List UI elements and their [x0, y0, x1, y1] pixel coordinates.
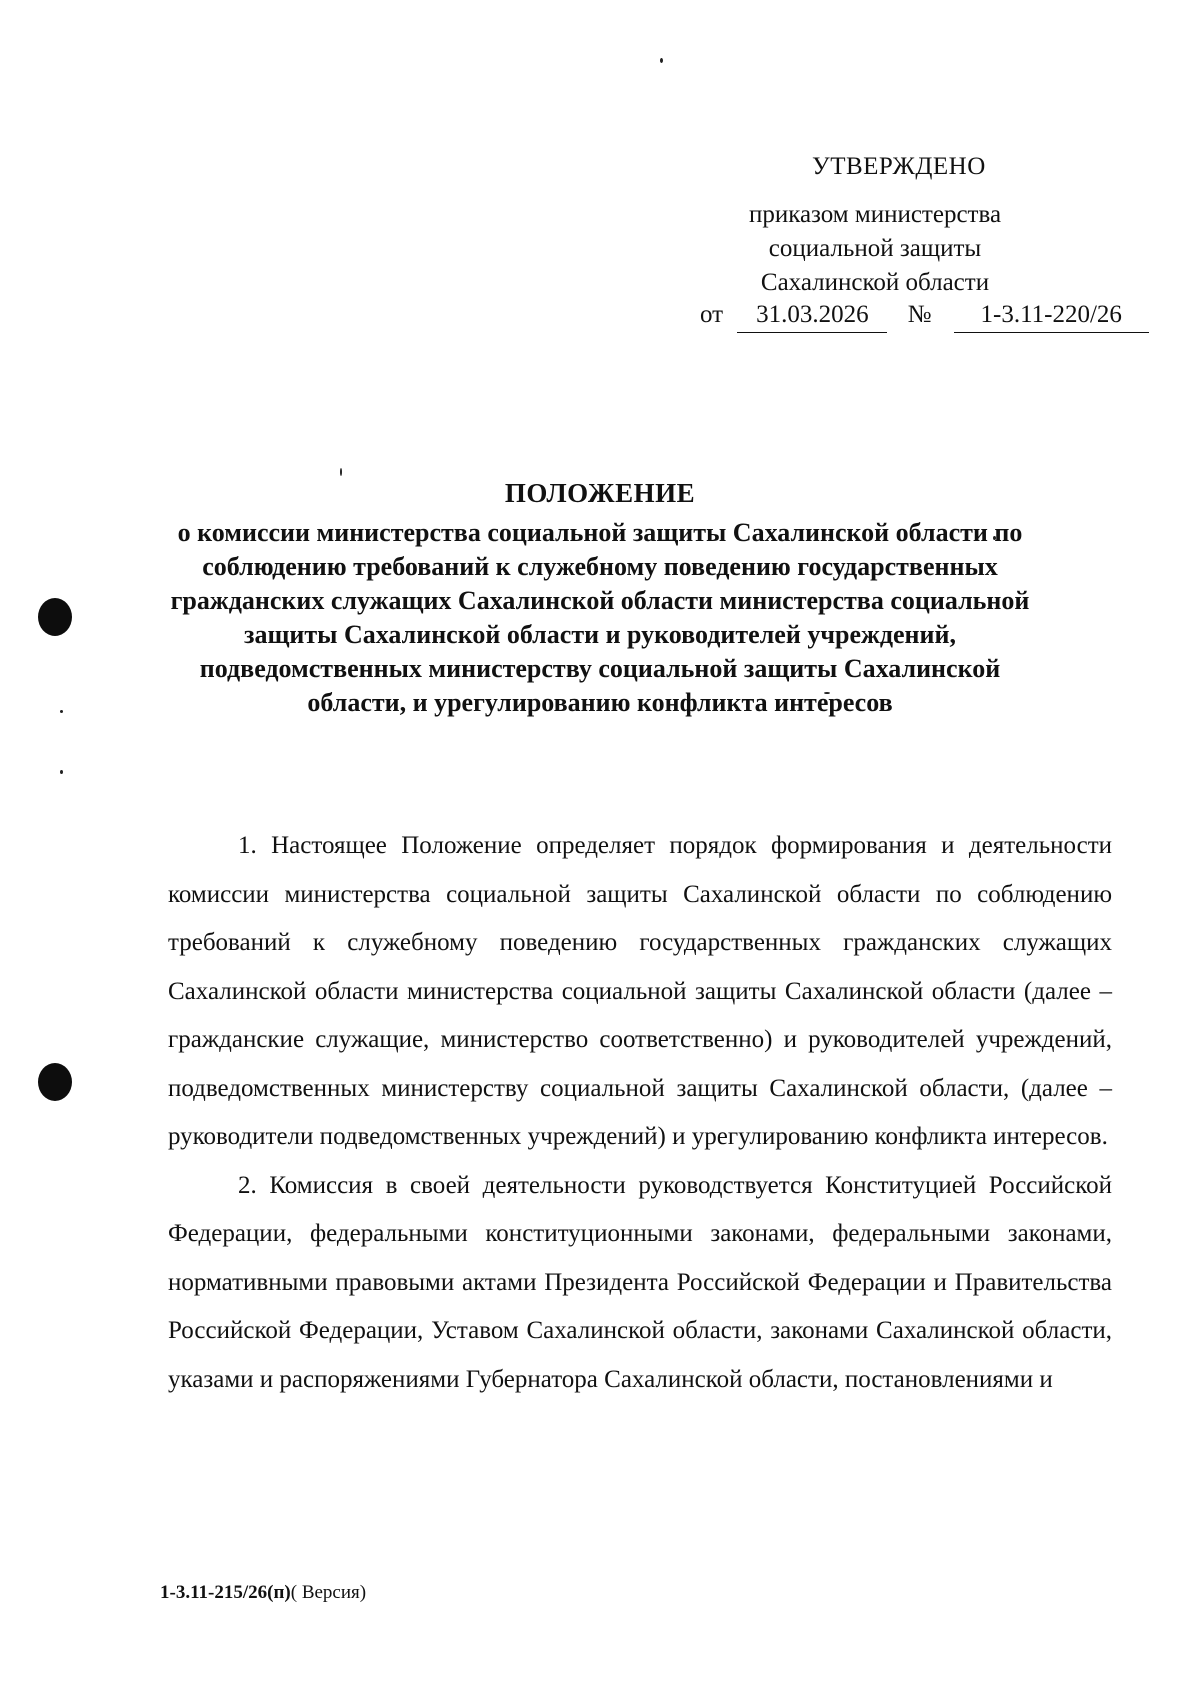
scan-speck	[60, 770, 63, 774]
approval-number: 1-3.11-220/26	[954, 298, 1149, 333]
approval-line: приказом министерства	[748, 201, 1002, 228]
scan-speck	[660, 58, 663, 63]
punch-hole	[38, 1063, 72, 1101]
approval-date: 31.03.2026	[737, 298, 887, 333]
approval-line: социальной защиты	[768, 235, 982, 262]
approval-order-line	[700, 298, 1149, 333]
paragraph: 1. Настоящее Положение определяет порядок формирования и деятельности комиссии министерства социальной защиты Сахалинской области по соблюдению требований к служебному поведению государственных гражданских служащих Сахалинской области министерства социальной защиты Сахалинской области (далее – гражданские служащие, министерство соответственно) и руководителей учреждений, подведомственных министерству социальной защиты Сахалинской области, (далее – руководители подведомственных учреждений) и урегулированию конфликта интересов.	[168, 832, 1112, 1150]
paragraph: 2. Комиссия в своей деятельности руководствуется Конституцией Российской Федерации, федеральными конституционными законами, федеральными законами, нормативными правовыми актами Президента Российской Федерации и Правительства Российской Федерации, Уставом Сахалинской области, законами Сахалинской области, указами и распоряжениями Губернатора Сахалинской области, постановлениями и	[168, 1171, 1112, 1393]
footer-document-code: 1-3.11-215/26(п)	[160, 1582, 291, 1603]
scan-speck	[60, 710, 63, 713]
footer-version: ( Версия)	[290, 1582, 367, 1603]
scan-speck	[340, 468, 342, 476]
punch-hole	[38, 598, 72, 636]
number-sign: №	[907, 301, 932, 328]
date-prefix: от	[700, 301, 724, 328]
approval-line: Сахалинской области	[760, 269, 990, 296]
document-body	[168, 822, 1112, 1404]
document-title: ПОЛОЖЕНИЕ	[504, 478, 696, 508]
document-title-block	[150, 476, 1050, 720]
document-subtitle: о комиссии министерства социальной защиты Сахалинской области по соблюдению требований к служебному поведению государственных гражданских служащих Сахалинской области министерства социальной защиты Сахалинской области и руководителей учреждений, подведомственных министерству социальной защиты Сахалинской области, и урегулированию конфликта интересов	[170, 518, 1030, 717]
approval-title: УТВЕРЖДЕНО	[812, 153, 986, 180]
footer-code	[160, 1582, 366, 1604]
